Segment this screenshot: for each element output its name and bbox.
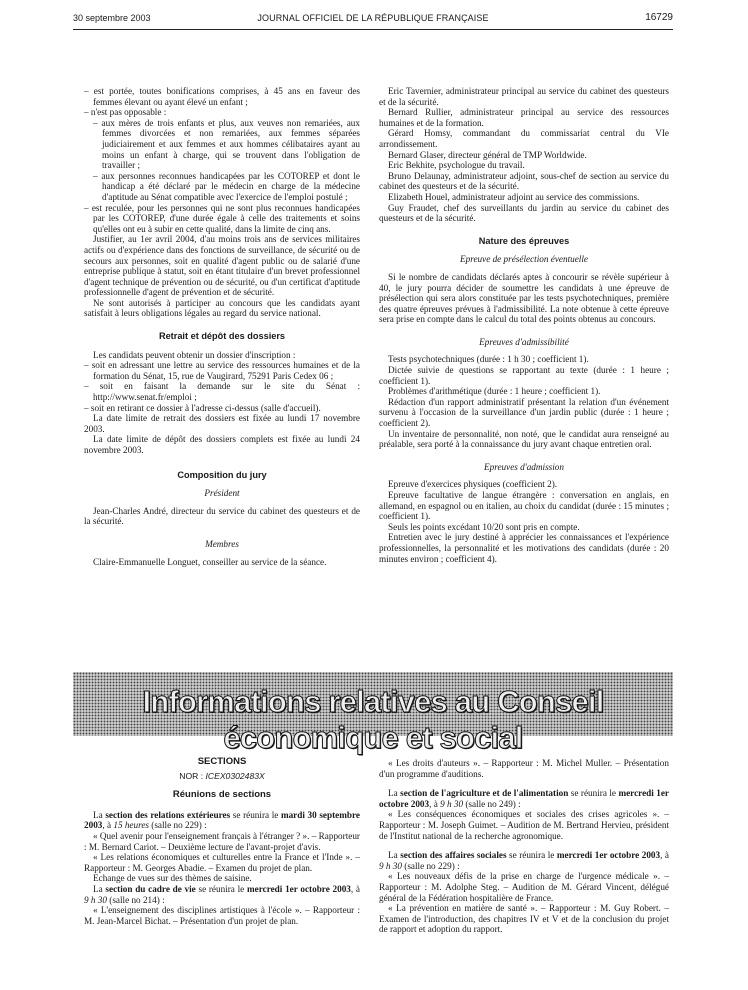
condition-line: – aux personnes reconnues handicapées par les COTOREP et dont le handicap a été déclaré par le médecin en charge de la médecine d'aptitude au Sénat compatible avec l'exercice de l'emploi postulé ; <box>93 170 360 202</box>
paragraph: La date limite de dépôt des dossiers complets est fixée au lundi 24 novembre 2003. <box>84 434 360 455</box>
meeting-paragraph: La section du cadre de vie se réunira le mercredi 1er octobre 2003, à 9 h 30 (salle no 214) : <box>84 883 360 905</box>
paragraph: Ne sont autorisés à participer au concours que les candidats ayant satisfait à leurs obligations légales au regard du service national. <box>84 297 360 319</box>
paragraph: « Quel avenir pour l'enseignement français à l'étranger ? ». – Rapporteur : M. Bernard Cariot. – Deuxième lecture de l'avant-projet d'avis. <box>84 830 360 852</box>
left-column <box>84 86 360 567</box>
jury-member: Bernard Glaser, directeur général de TMP Worldwide. <box>388 149 587 160</box>
page-number: 16729 <box>645 12 673 23</box>
nor-code: ICEX0302483X <box>205 770 265 781</box>
condition-line: – est reculée, pour les personnes qui ne sont plus reconnues handicapées par les COTOREP, d'une durée égale à celle des traitements et soins qu'elles ont eu à subir en cette qualité, dans la limite de cinq ans. <box>84 202 360 234</box>
subsection-label: Epreuves d'admissibilité <box>479 336 569 347</box>
exam-item: Epreuve facultative de langue étrangère : conversation en anglais, en allemand, en espagnol ou en italien, au choix du candidat (durée : 15 minutes ; coefficient 1). <box>379 490 669 522</box>
meeting-paragraph: La section des affaires sociales se réunira le mercredi 1er octobre 2003, à 9 h 30 (salle no 229) : <box>379 850 669 871</box>
exam-item: Seuls les points excédant 10/20 sont pris en compte. <box>388 521 580 532</box>
subsection-label: Epreuves d'admission <box>484 461 564 472</box>
right-column <box>379 86 669 564</box>
paragraph: Les candidats peuvent obtenir un dossier d'inscription : <box>93 349 296 360</box>
subsection-label: Epreuve de présélection éventuelle <box>460 254 588 265</box>
list-item: – soit en retirant ce dossier à l'adresse ci-dessus (salle d'accueil). <box>84 402 321 413</box>
jury-member: Guy Fraudet, chef des surveillants du jardin au service du cabinet des questeurs et de la sécurité. <box>379 202 669 224</box>
paragraph: Echange de vues sur des thèmes de saisine. <box>93 873 252 884</box>
condition-line: – aux mères de trois enfants et plus, aux veuves non remariées, aux femmes divorcées et non remariées, aux femmes séparées judiciairement et aux femmes et aux hommes célibataires ayant au moins un enfant à charge, qui se trouvent dans l'obligation de travailler ; <box>93 117 360 171</box>
list-item: – soit en adressant une lettre au service des ressources humaines et de la formation du Sénat, 15, rue de Vaugirard, 75291 Paris Cedex 06 ; <box>84 360 360 381</box>
subsection-label: Membres <box>205 538 239 549</box>
exam-item: Problèmes d'arithmétique (durée : 1 heure ; coefficient 1). <box>388 386 601 397</box>
journal-title: JOURNAL OFFICIEL DE LA RÉPUBLIQUE FRANÇAISE <box>257 13 489 23</box>
condition-line: – n'est pas opposable : <box>84 107 167 118</box>
jury-member: Elizabeth Houel, administrateur adjoint au service des commissions. <box>388 191 640 202</box>
paragraph: « La prévention en matière de santé ». – Rapporteur : M. Guy Robert. – Examen de l'introduction, des chapitres IV et V et de la conclusion du projet de rapport et adoption du rapport. <box>379 903 669 935</box>
meeting-paragraph: La section des relations extérieures se réunira le mardi 30 septembre 2003, à 15 heures (salle no 229) : <box>84 809 360 831</box>
nor-reference <box>84 771 360 782</box>
section-heading: Nature des épreuves <box>478 235 570 246</box>
paragraph: Justifier, au 1er avril 2004, d'au moins trois ans de services militaires actifs ou d'expérience dans des fonctions de surveillance, de sécurité ou de secours aux personnes, soit en qualité d'agent public ou de salarié d'une entreprise publique à statut, soit en étant titulaire d'un brevet professionnel d'agent technique de prévention ou de sécurité, ou d'un certificat d'aptitude professionnelle d'agent de prévention et de sécurité. <box>84 234 360 298</box>
list-item: – soit en faisant la demande sur le site du Sénat : http://www.senat.fr/emploi ; <box>84 381 360 403</box>
section-heading: Retrait et dépôt des dossiers <box>158 331 286 342</box>
running-header <box>73 10 673 26</box>
meetings-heading: Réunions de sections <box>172 789 272 801</box>
paragraph: « Les droits d'auteurs ». – Rapporteur : M. Michel Muller. – Présentation d'un programme d'auditions. <box>379 758 669 779</box>
section-heading: Composition du jury <box>177 469 267 480</box>
paragraph: « L'enseignement des disciplines artistiques à l'école ». – Rapporteur : M. Jean-Marcel Bichat. – Présentation d'un projet de plan. <box>84 905 360 926</box>
section-banner <box>73 672 673 755</box>
jury-member: Gérard Homsy, commandant du commissariat central du VIe arrondissement. <box>379 128 669 149</box>
paragraph: Si le nombre de candidats déclarés aptes à concourir se révèle supérieur à 40, le jury pourra décider de soumettre les candidats à une épreuve de présélection qui sera alors constituée par les tests psychotechniques, première des quatre épreuves prévues à l'admissibilité. La note obtenue à cette épreuve sera prise en compte dans le calcul du total des points obtenus au concours. <box>379 271 669 325</box>
issue-date: 30 septembre 2003 <box>73 13 151 23</box>
paragraph: « Les relations économiques et culturelles entre la France et l'Inde ». – Rapporteur : M. Georges Abadie. – Examen du projet de plan. <box>84 852 360 873</box>
exam-item: Entretien avec le jury destiné à apprécier les connaissances et l'expérience professionnelles, la personnalité et les motivations des candidats (durée : 20 minutes environ ; coefficient 4). <box>379 532 669 564</box>
subsection-label: Président <box>204 488 240 499</box>
jury-member: Bruno Delaunay, administrateur adjoint, sous-chef de section au service du cabinet des questeurs et de la sécurité. <box>379 170 669 192</box>
condition-line: – est portée, toutes bonifications comprises, à 45 ans en faveur des femmes élevant ou ayant élevé un enfant ; <box>84 86 360 107</box>
exam-item: Dictée suivie de questions se rapportant au texte (durée : 1 heure ; coefficient 1). <box>379 365 669 386</box>
sections-heading: SECTIONS <box>197 756 247 767</box>
sections-left-column <box>84 757 360 926</box>
jury-member: Bernard Rullier, administrateur principal au service des ressources humaines et de la formation. <box>379 107 669 128</box>
jury-member: Eric Bekhite, psychologue du travail. <box>388 160 525 171</box>
banner-title: Informations relatives au Conseil économique et social <box>142 684 604 755</box>
exam-item: Un inventaire de personnalité, non noté, que le candidat aura renseigné au préalable, sera porté à la connaissance du jury avant chaque entretien oral. <box>379 428 669 450</box>
jury-member: Eric Tavernier, administrateur principal au service du cabinet des questeurs et de la sécurité. <box>379 86 669 107</box>
header-rule <box>73 29 673 30</box>
exam-item: Tests psychotechniques (durée : 1 h 30 ; coefficient 1). <box>388 354 589 365</box>
paragraph: « Les conséquences économiques et sociales des crises agricoles ». – Rapporteur : M. Joseph Guimet. – Audition de M. Bertrand Hervieu, président de l'Institut national de la recherche agronomique. <box>379 809 669 841</box>
meeting-paragraph: La section de l'agriculture et de l'alimentation se réunira le mercredi 1er octobre 2003, à 9 h 30 (salle no 249) : <box>379 788 670 809</box>
paragraph: Claire-Emmanuelle Longuet, conseiller au service de la séance. <box>93 556 327 567</box>
paragraph: « Les nouveaux défis de la prise en charge de l'urgence médicale ». – Rapporteur : M. Adolphe Steg. – Audition de M. Gérard Vincent, délégué général de la Fédération hospitalière de France. <box>379 871 669 903</box>
sections-right-column <box>379 758 669 935</box>
nor-label: NOR : <box>179 770 206 781</box>
paragraph: Jean-Charles André, directeur du service du cabinet des questeurs et de la sécurité. <box>84 505 360 527</box>
exam-item: Epreuve d'exercices physiques (coefficient 2). <box>388 479 558 490</box>
paragraph: La date limite de retrait des dossiers est fixée au lundi 17 novembre 2003. <box>84 413 360 434</box>
exam-item: Rédaction d'un rapport administratif présentant la relation d'un événement survenu à l'occasion de la surveillance d'un jardin public (durée : 1 heure ; coefficient 2). <box>379 396 669 429</box>
